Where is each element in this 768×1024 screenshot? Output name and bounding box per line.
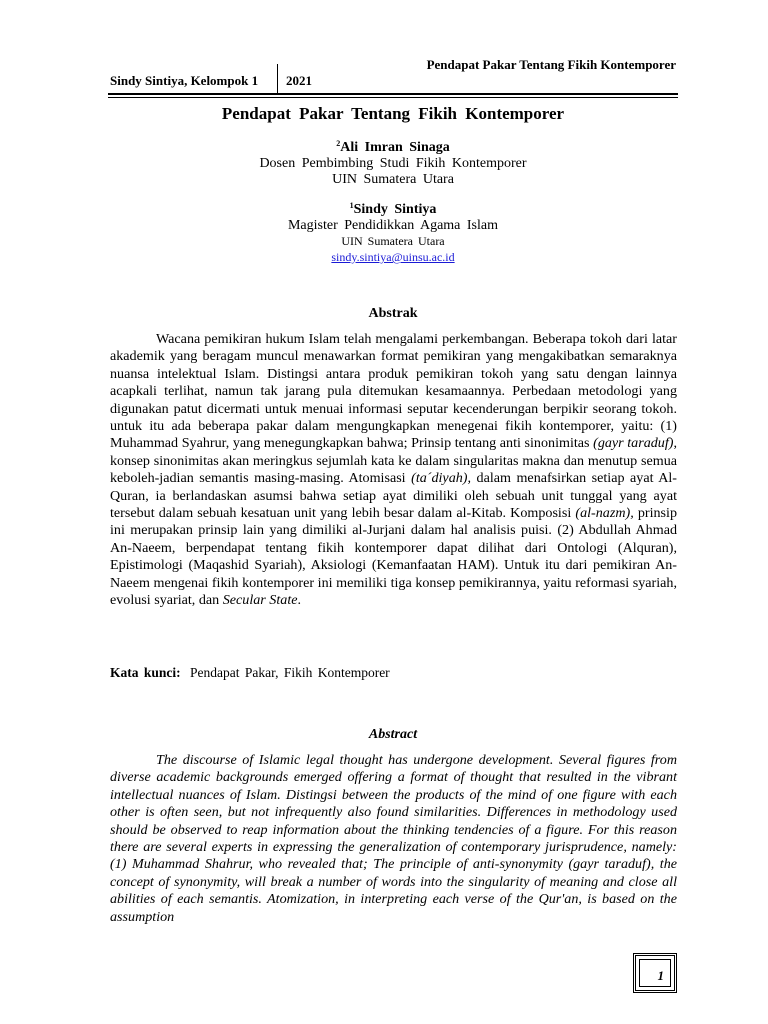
header-author-group: Sindy Sintiya, Kelompok 1 — [110, 73, 259, 88]
keywords — [110, 665, 390, 681]
abstrak-term: Secular State — [222, 592, 298, 609]
abstrak-term: (al-nazm), — [575, 505, 634, 522]
keywords-value: Pendapat Pakar, Fikih Kontemporer — [190, 665, 390, 680]
header-rule — [108, 93, 678, 95]
author-name — [108, 139, 678, 156]
author-name-text: Sindy Sintiya — [353, 202, 437, 217]
abstrak-paragraph — [110, 331, 677, 610]
author-marker: 1 — [349, 201, 354, 210]
author-role: Dosen Pembimbing Studi Fikih Kontemporer — [259, 156, 527, 171]
abstrak-text: Wacana pemikiran hukum Islam telah mengalami perkembangan. Beberapa tokoh dari latar akademik yang beragam muncul menawarkan format pemikiran yang mengakibatkan semaraknya nuansa intelektual Islam. Distingsi antara produk pemikiran tokoh yang satu dengan lainnya acapkali terlihat, namun tak jarang pula ditemukan kesamaannya. Perbedaan metodologi yang digunakan patut dicermati untuk menuai informasi seputar kecenderungan berpikir seorang tokoh. untuk itu ada beberapa pakar dalam mengungkapkan menegenai fikih kontemporer, yaitu: (1) Muhammad Syahrur, yang menegungkapkan bahwa; Prinsip tentang anti sinonimitas — [110, 331, 677, 452]
author-marker: 2 — [336, 139, 341, 148]
abstrak-term: (gayr taraduf) — [593, 435, 674, 452]
abstract-text: The discourse of Islamic legal thought has undergone development. Several figures from diverse academic backgrounds emerged offering a format of thought that resulted in the vibrant intellectual nuances of Islam. Distingsi between the products of the mind of one figure with each other is often seen, but not infrequently also found similarities. Differences in methodology used should be observed to reap information about the thinking tendencies of a figure. For this reason there are several experts in expressing the generalization of contemporary jurisprudence, namely: (1) Muhammad Shahrur, who revealed that; The principle of anti-synonymity (gayr taraduf), the concept of synonymity, will break a number of words into the singularity of meaning and close all abilities of each semantis. Atomization, in interpreting each verse of the Qur'an, is based on the assumption — [110, 752, 677, 925]
abstrak-text: . — [297, 592, 302, 609]
abstrak-term: (ta´diyah), — [411, 470, 472, 487]
abstract-paragraph — [110, 752, 677, 926]
author-institution: UIN Sumatera Utara — [341, 234, 445, 248]
page-number: 1 — [639, 959, 671, 987]
header-divider — [277, 64, 278, 94]
abstrak-text: dalam menafsirkan setiap ayat Al-Quran, ia berlandaskan asumsi bahwa setiap ayat dimiliki oleh sebuah unit tunggal yang ayat tersebut dalam sebuah kesatuan unit yang lebih besar dalam al-Kitab. Komposisi — [110, 470, 677, 522]
author-email-link[interactable]: sindy.sintiya@uinsu.ac.id — [331, 250, 455, 264]
abstrak-heading: Abstrak — [368, 306, 418, 321]
header-year: 2021 — [286, 73, 312, 88]
abstrak-text: , konsep sinonimitas akan meringkus sejumlah kata ke dalam singularitas makna dan menutup semua keboleh-jadian semantis masing-masing. Atomisasi — [110, 435, 677, 487]
keywords-label: Kata kunci: — [110, 665, 181, 680]
page-number-box — [633, 953, 677, 993]
author-name-text: Ali Imran Sinaga — [340, 140, 450, 155]
author-name — [108, 201, 678, 218]
running-title: Pendapat Pakar Tentang Fikih Kontemporer — [426, 57, 676, 72]
author-institution: UIN Sumatera Utara — [332, 172, 454, 187]
author-role: Magister Pendidikkan Agama Islam — [287, 218, 499, 233]
abstract-heading: Abstract — [368, 727, 418, 742]
abstrak-text: prinsip ini merupakan prinsip lain yang dimiliki al-Jurjani dalam hal analisis puisi. (2) Abdullah Ahmad An-Naeem, berpendapat tentang fikih kontemporer dapat dilihat dari Ontologi (Alquran), Epistimologi (Maqashid Syariah), Aksiologi (Kemanfaatan HAM). Untuk itu dari pemikiran An-Naeem mengenai fikih kontemporer ini memiliki tiga konsep pemikirannya, yaitu reformasi syariah, evolusi syariat, dan — [110, 505, 678, 609]
header-rule-thin — [108, 97, 678, 98]
paper-title: Pendapat Pakar Tentang Fikih Kontemporer — [221, 104, 565, 123]
author-email-wrap — [108, 248, 678, 266]
